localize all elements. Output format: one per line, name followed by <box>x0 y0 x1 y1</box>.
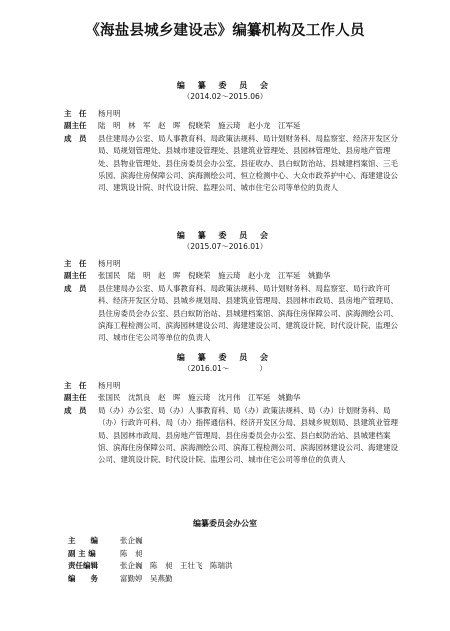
member-row-members <box>64 133 404 195</box>
section-title: 编 纂 委 员 会 <box>176 81 274 90</box>
committee-section-1 <box>0 80 450 195</box>
names-text: 陈 昶 <box>120 548 143 558</box>
role-label: 责任编辑 <box>68 561 98 570</box>
member-row-director <box>64 380 404 392</box>
role-label: 成 员 <box>64 133 87 143</box>
role-label: 副主任 <box>64 393 87 403</box>
member-row-members <box>64 283 404 345</box>
member-row-director <box>64 108 404 120</box>
names-text: 杨月明 <box>98 381 121 390</box>
names-text: 县住建局办公室、局人事教育科、局政策法规科、局计划财务科、局监察室、局行政许可科、经济开发区分局、县城乡规划局、县建筑业管理局、县园林市政局、县房地产管理局、县住房委员会办公室、县白蚁防治站、县城建档案馆、滨海住房保障公司、滨海测绘公司、滨海工程检测公司、滨海园林建设公司、海建建设公司、建筑设计院、时代设计院、监理公司、城市住宅公司等单位的负责人 <box>98 283 398 343</box>
names-text: 局（办）办公室、局（办）人事教育科、局（办）政策法规科、局（办）计划财务科、局（办）行政许可科、局（办）指挥通信科、经济开发区分局、县城乡规划局、县建筑业管理局、县园林市政局、县房地产管理局、县住房委员会办公室、县白蚁防治站、县城建档案馆、滨海住房保障公司、滨海测绘公司、滨海工程检测公司、滨海园林建设公司、海建建设公司、建筑设计院、时代设计院、监理公司、城市住宅公司等单位的负责人 <box>98 405 398 465</box>
section-period: （2014.02～2015.06） <box>182 92 268 101</box>
names-text: 陆 明 林 军 赵 晖 倪晓荣 施云琦 赵小龙 江军延 <box>98 121 301 131</box>
names-text: 杨月明 <box>98 109 121 118</box>
names-text: 张国民 沈凯良 赵 晖 施云琦 沈月伟 江军延 姚勤华 <box>98 393 301 403</box>
section-title: 编 纂 委 员 会 <box>176 353 274 362</box>
member-row-deputy <box>64 270 404 282</box>
member-row-deputy <box>64 120 404 132</box>
committee-section-3 <box>0 352 450 467</box>
role-label: 副主任 <box>64 271 87 281</box>
role-label: 主 任 <box>64 109 87 118</box>
office-row-deputy-editor <box>68 548 450 561</box>
member-row-director <box>64 258 404 270</box>
committee-section-2 <box>0 230 450 345</box>
names-text: 杨月明 <box>98 259 121 268</box>
section-title: 编 纂 委 员 会 <box>176 231 274 240</box>
member-row-deputy <box>64 392 404 404</box>
office-row-responsible-editors <box>68 560 450 573</box>
names-text: 张企巍 陈 昶 王壮飞 陈瑞洪 <box>120 561 233 570</box>
role-label: 主 编 <box>68 536 98 545</box>
names-text: 张国民 陆 明 赵 晖 倪晓荣 施云琦 赵小龙 江军延 姚勤华 <box>98 271 331 281</box>
office-row-chief-editor <box>68 535 450 548</box>
office-row-editorial-affairs <box>68 573 450 586</box>
role-label: 成 员 <box>64 405 87 415</box>
names-text: 县住建局办公室、局人事教育科、局政策法规科、局计划财务科、局监察室、经济开发区分局、局规划管理处、县城市建设管理处、县建筑业管理处、县园林管理处、县房地产管理处、县物业管理处、县住房委员会办公室、县征收办、县白蚁防治站、县城建档案馆、三毛乐园、滨海住房保障公司、滨海测绘公司、恒立检测中心、大众市政养护中心、海建建设公司、建筑设计院、时代设计院、监理公司、城市住宅公司等单位的负责人 <box>98 133 398 193</box>
role-label: 主 任 <box>64 381 87 390</box>
document-title: 《海盐县城乡建设志》编纂机构及工作人员 <box>85 23 365 39</box>
role-label: 编 务 <box>68 573 98 583</box>
office-title: 编纂委员会办公室 <box>193 519 257 528</box>
names-text: 张企巍 <box>120 536 143 545</box>
section-period: （2015.07～2016.01） <box>182 242 268 251</box>
names-text: 富勤婷 吴燕勤 <box>120 573 173 583</box>
editorial-office-section <box>0 518 450 585</box>
member-row-members <box>64 405 404 467</box>
role-label: 成 员 <box>64 283 87 293</box>
role-label: 主 任 <box>64 259 87 268</box>
role-label: 副主任 <box>64 121 87 131</box>
section-period: （2016.01～ ） <box>183 364 267 373</box>
role-label: 副 主 编 <box>68 548 96 558</box>
